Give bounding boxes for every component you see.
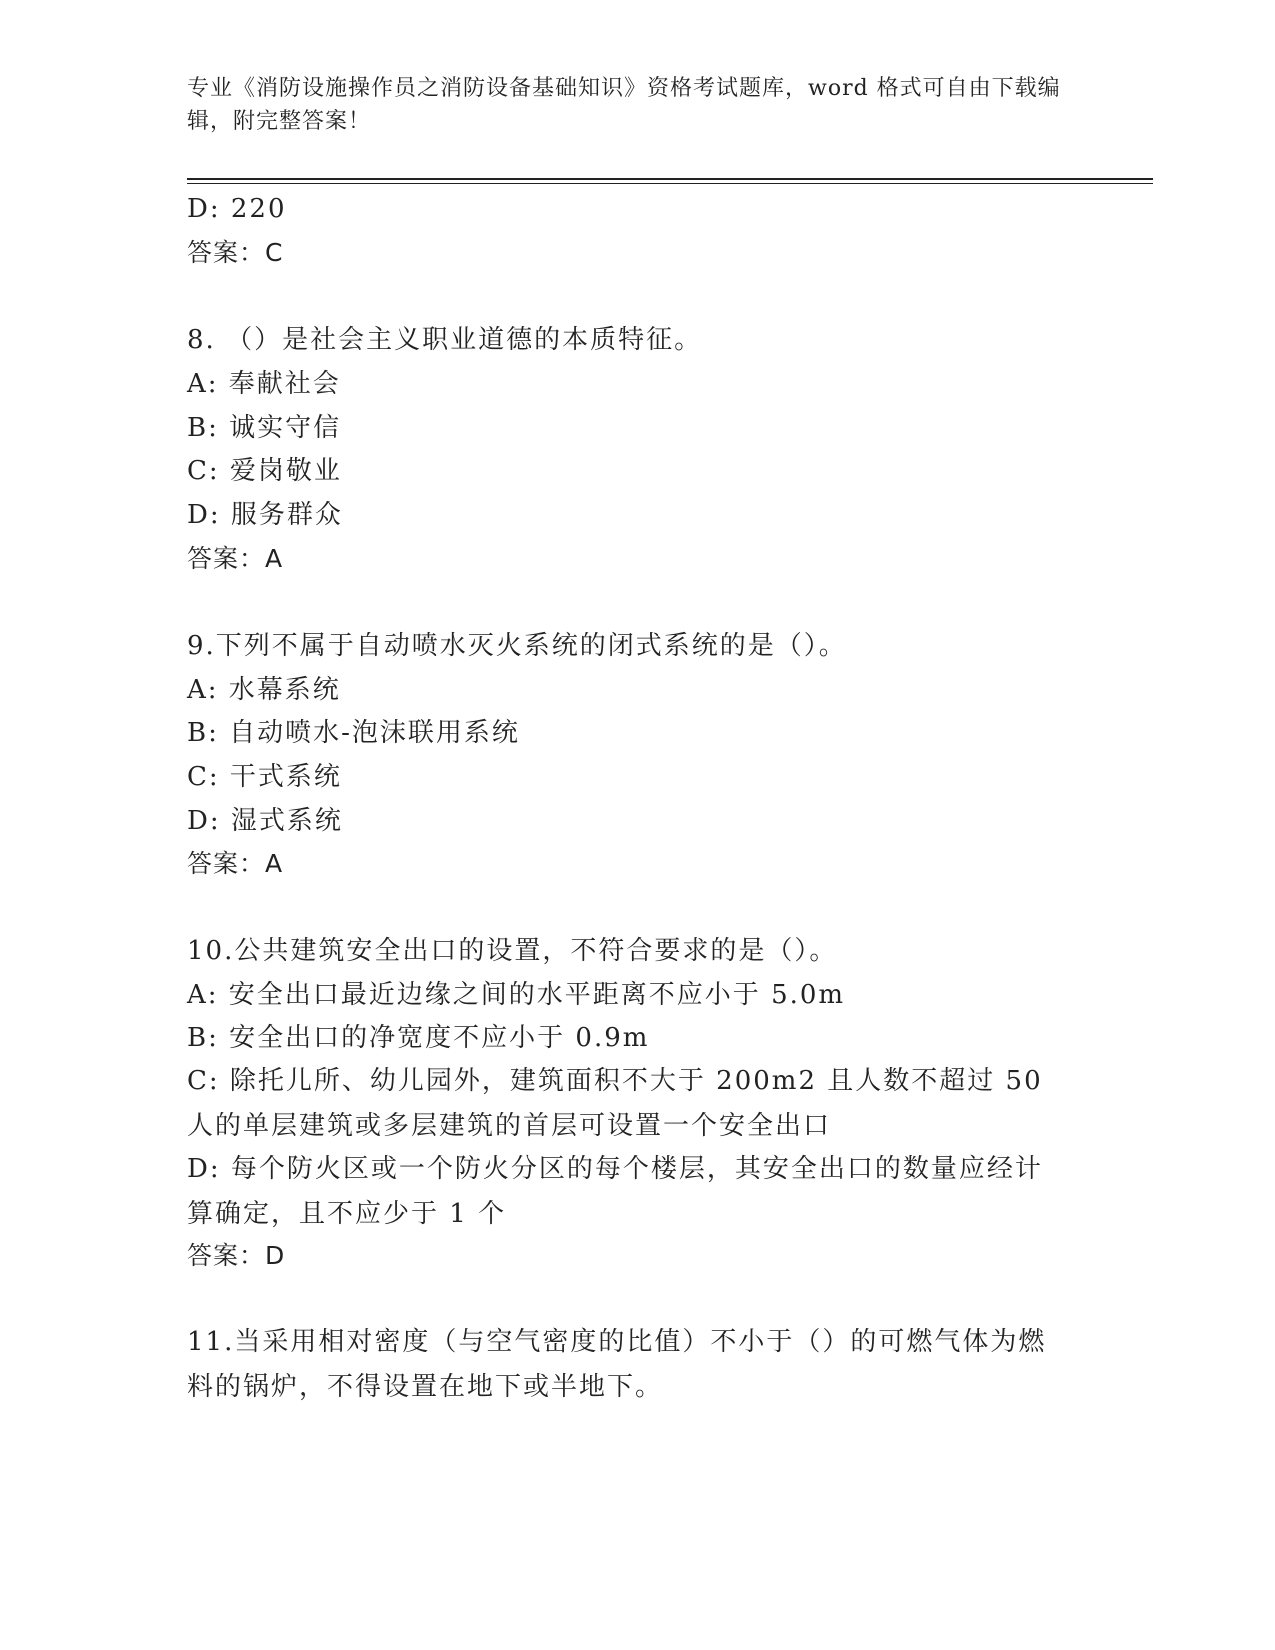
q10-option-a: A: 安全出口最近边缘之间的水平距离不应小于 5.0m [187, 980, 846, 1010]
q9-option-b: B: 自动喷水-泡沫联用系统 [187, 718, 520, 748]
header-rule-thick [187, 178, 1153, 180]
q10-option-d: D: 每个防火区或一个防火分区的每个楼层，其安全出口的数量应经计算确定，且不应少于 1 个 [187, 1154, 1043, 1229]
q8-option-d: D: 服务群众 [187, 500, 343, 530]
header-rule-thin [187, 183, 1153, 184]
q9-stem: 9.下列不属于自动喷水灭火系统的闭式系统的是（）。 [187, 631, 847, 661]
q9-option-d: D: 湿式系统 [187, 806, 343, 836]
q9-option-c: C: 干式系统 [187, 762, 342, 792]
q7-answer: 答案：C [187, 238, 284, 267]
document-header: 专业《消防设施操作员之消防设备基础知识》资格考试题库，word 格式可自由下载编辑，附完整答案！ [187, 76, 1061, 134]
q8-option-b: B: 诚实守信 [187, 413, 342, 443]
q8-answer: 答案：A [187, 544, 284, 573]
q10-option-c: C: 除托儿所、幼儿园外，建筑面积不大于 200m2 且人数不超过 50 人的单层建筑或多层建筑的首层可设置一个安全出口 [187, 1066, 1043, 1141]
q10-answer: 答案：D [187, 1241, 286, 1270]
q8-stem: 8. （）是社会主义职业道德的本质特征。 [187, 325, 703, 355]
q9-option-a: A: 水幕系统 [187, 675, 341, 705]
q10-stem: 10.公共建筑安全出口的设置，不符合要求的是（）。 [187, 936, 838, 966]
q7-option-d: D: 220 [187, 194, 287, 224]
q8-option-c: C: 爱岗敬业 [187, 456, 342, 486]
q8-option-a: A: 奉献社会 [187, 369, 341, 399]
q9-answer: 答案：A [187, 849, 284, 878]
q11-stem: 11.当采用相对密度（与空气密度的比值）不小于（）的可燃气体为燃料的锅炉，不得设置在地下或半地下。 [187, 1327, 1047, 1402]
q10-option-b: B: 安全出口的净宽度不应小于 0.9m [187, 1023, 650, 1053]
